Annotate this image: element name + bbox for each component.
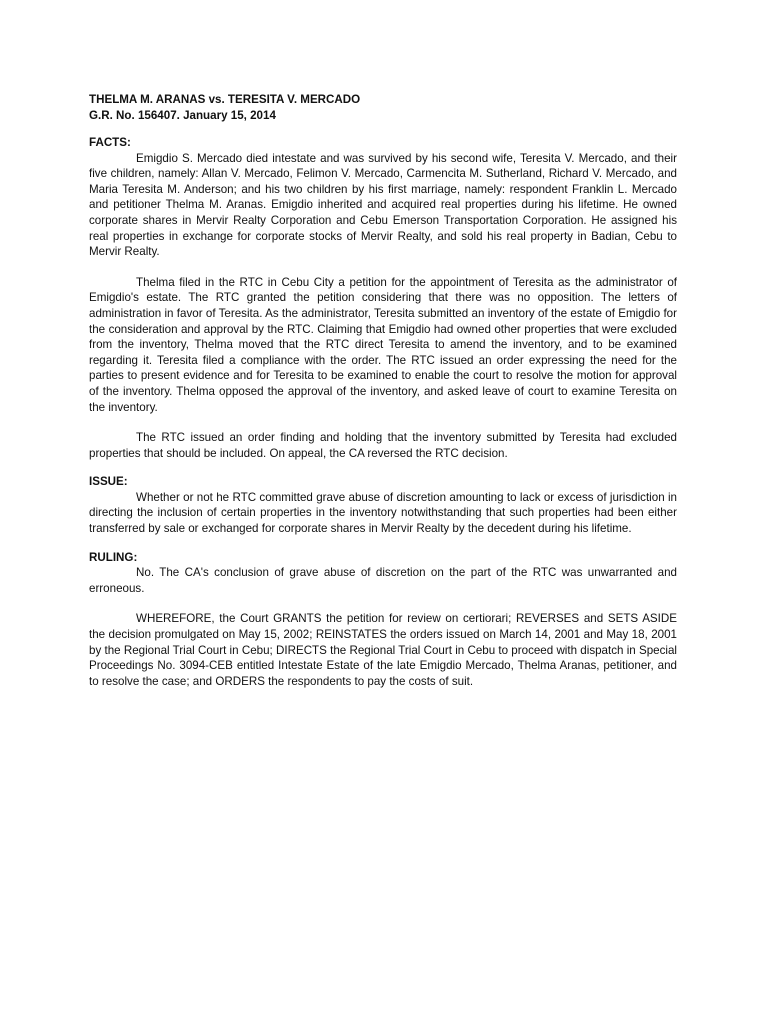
facts-heading: FACTS: bbox=[89, 136, 131, 149]
issue-paragraph: Whether or not he RTC committed grave abuse of discretion amounting to lack or excess of jurisdiction in directing the inclusion of certain properties in the inventory notwithstanding that such properties had been either transferred by sale or exchanged for corporate shares in Mervir Realty by the decedent during his lifetime. bbox=[89, 490, 677, 536]
case-docket: G.R. No. 156407. January 15, 2014 bbox=[89, 109, 276, 122]
facts-paragraph: Thelma filed in the RTC in Cebu City a petition for the appointment of Teresita as the administrator of Emigdio's estate. The RTC granted the petition considering that there was no opposition. The letters of administration in favor of Teresita. As the administrator, Teresita submitted an inventory of the estate of Emigdio for the consideration and approval by the RTC. Claiming that Emigdio had owned other properties that were excluded from the inventory, Thelma moved that the RTC direct Teresita to amend the inventory, and to be examined regarding it. Teresita filed a compliance with the order. The RTC issued an order expressing the need for the parties to present evidence and for Teresita to be examined to enable the court to resolve the motion for approval of the inventory. Thelma opposed the approval of the inventory, and asked leave of court to examine Teresita on the inventory. bbox=[89, 275, 677, 414]
case-title: THELMA M. ARANAS vs. TERESITA V. MERCADO bbox=[89, 93, 361, 106]
case-digest-page bbox=[89, 92, 677, 689]
ruling-paragraph: No. The CA's conclusion of grave abuse of discretion on the part of the RTC was unwarranted and erroneous. bbox=[89, 566, 677, 595]
ruling-paragraph: WHEREFORE, the Court GRANTS the petition for review on certiorari; REVERSES and SETS ASIDE the decision promulgated on May 15, 2002; REINSTATES the orders issued on March 14, 2001 and May 18, 2001 by the Regional Trial Court in Cebu; DIRECTS the Regional Trial Court in Cebu to proceed with dispatch in Special Proceedings No. 3094-CEB entitled Intestate Estate of the late Emigdio Mercado, Thelma Aranas, petitioner, and to resolve the case; and ORDERS the respondents to pay the costs of suit. bbox=[89, 612, 677, 688]
facts-paragraph: Emigdio S. Mercado died intestate and was survived by his second wife, Teresita V. Mercado, and their five children, namely: Allan V. Mercado, Felimon V. Mercado, Carmencita M. Sutherland, Richard V. Mercado, and Maria Teresita M. Anderson; and his two children by his first marriage, namely: respondent Franklin L. Mercado and petitioner Thelma M. Aranas. Emigdio inherited and acquired real properties during his lifetime. He owned corporate shares in Mervir Realty Corporation and Cebu Emerson Transportation Corporation. He assigned his real properties in exchange for corporate stocks of Mervir Realty, and sold his real property in Badian, Cebu to Mervir Realty. bbox=[89, 151, 677, 259]
ruling-heading: RULING: bbox=[89, 550, 138, 564]
facts-paragraph: The RTC issued an order finding and holding that the inventory submitted by Teresita had excluded properties that should be included. On appeal, the CA reversed the RTC decision. bbox=[89, 431, 677, 460]
issue-heading: ISSUE: bbox=[89, 475, 128, 489]
